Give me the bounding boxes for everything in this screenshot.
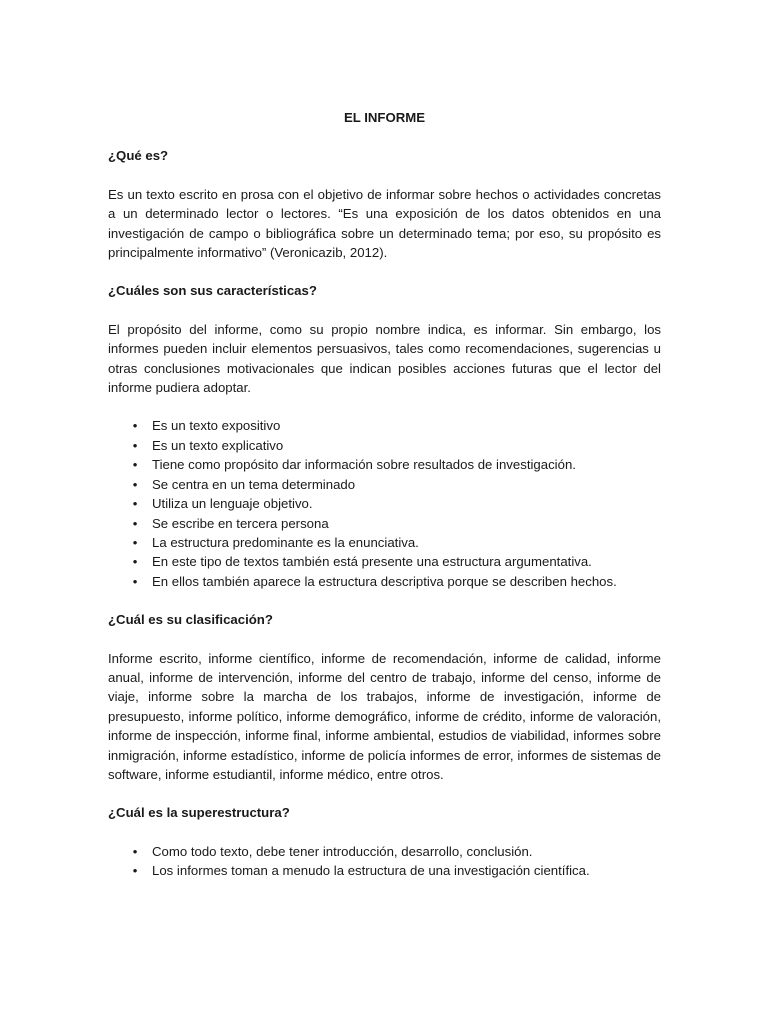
list-item [108, 861, 661, 880]
superstructure-list [108, 842, 661, 881]
list-item [108, 455, 661, 474]
paragraph-classification: Informe escrito, informe científico, informe de recomendación, informe de calidad, informe anual, informe de intervención, informe del centro de trabajo, informe del censo, informe de viaje, informe sobre la marcha de los trabajos, informe de investigación, informe de presupuesto, informe político, informe demográfico, informe de crédito, informe de valoración, informe de inspección, informe final, informe ambiental, estudios de viabilidad, informes sobre inmigración, informe estadístico, informe de policía informes de error, informes de sistemas de software, informe estudiantil, informe médico, entre otros. [108, 650, 661, 782]
heading-que-es: ¿Qué es? [108, 148, 169, 164]
paragraph-definition: Es un texto escrito en prosa con el objetivo de informar sobre hechos o actividades concretas a un determinado lector o lectores. “Es una exposición de los datos obtenidos en una investigación de campo o bibliográfica sobre un determinado tema; por eso, su propósito es principalmente informativo” (Veronicazib, 2012). [108, 186, 661, 261]
list-item-text: Como todo texto, debe tener introducción, desarrollo, conclusión. [152, 843, 533, 859]
bullet-icon: • [132, 843, 138, 859]
list-item-text: Tiene como propósito dar información sobre resultados de investigación. [152, 457, 576, 473]
bullet-icon: • [132, 476, 138, 492]
bullet-icon: • [132, 418, 138, 434]
list-item [108, 514, 661, 533]
list-item-text: Los informes toman a menudo la estructura de una investigación científica. [152, 863, 590, 879]
bullet-icon: • [132, 496, 138, 512]
heading-caracteristicas: ¿Cuáles son sus características? [108, 283, 317, 299]
list-item [108, 475, 661, 494]
bullet-icon: • [132, 554, 138, 570]
list-item-text: Es un texto expositivo [152, 418, 281, 434]
characteristics-list [108, 416, 661, 591]
list-item [108, 436, 661, 455]
list-item [108, 416, 661, 435]
bullet-icon: • [132, 863, 138, 879]
list-item [108, 494, 661, 513]
paragraph-characteristics: El propósito del informe, como su propio nombre indica, es informar. Sin embargo, los informes pueden incluir elementos persuasivos, tales como recomendaciones, sugerencias u otras conclusiones motivacionales que indican posibles acciones futuras que el lector del informe pudiera adoptar. [108, 321, 661, 396]
list-item-text: Se escribe en tercera persona [152, 515, 329, 531]
list-item [108, 552, 661, 571]
heading-superestructura: ¿Cuál es la superestructura? [108, 805, 290, 821]
list-item [108, 572, 661, 591]
bullet-icon: • [132, 573, 138, 589]
bullet-icon: • [132, 515, 138, 531]
list-item-text: En este tipo de textos también está presente una estructura argumentativa. [152, 554, 592, 570]
list-item-text: Es un texto explicativo [152, 437, 284, 453]
list-item [108, 842, 661, 861]
document-title: EL INFORME [343, 110, 426, 125]
bullet-icon: • [132, 437, 138, 453]
list-item-text: La estructura predominante es la enunciativa. [152, 534, 419, 550]
list-item [108, 533, 661, 552]
list-item-text: Utiliza un lenguaje objetivo. [152, 496, 313, 512]
heading-clasificacion: ¿Cuál es su clasificación? [108, 612, 273, 628]
bullet-icon: • [132, 457, 138, 473]
document-page [108, 108, 661, 900]
bullet-icon: • [132, 534, 138, 550]
list-item-text: En ellos también aparece la estructura descriptiva porque se describen hechos. [152, 573, 617, 589]
list-item-text: Se centra en un tema determinado [152, 476, 356, 492]
